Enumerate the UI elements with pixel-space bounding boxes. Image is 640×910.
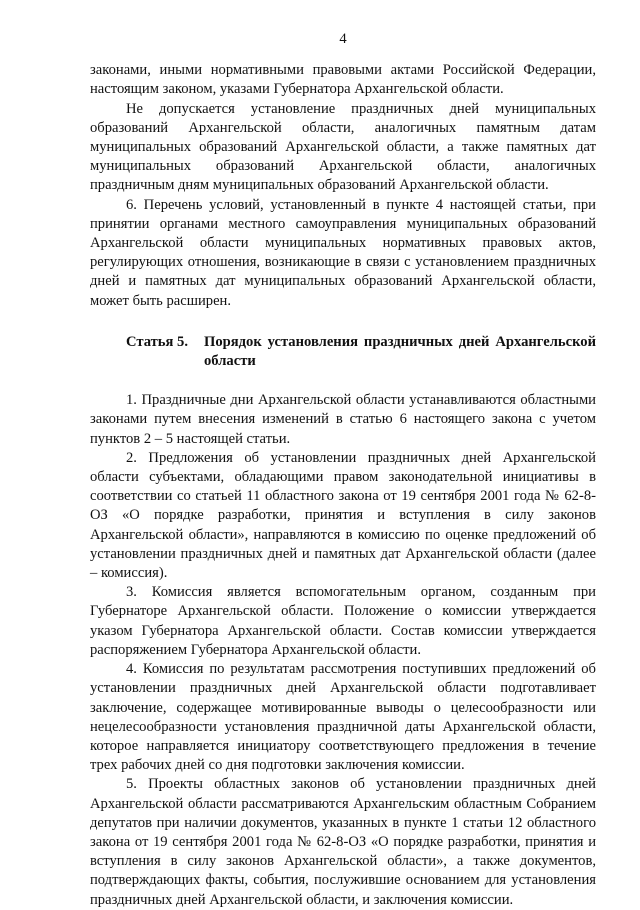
paragraph-article-item-4: 4. Комиссия по результатам рассмотрения поступивших предложений об установлении праздничных дней Архангельской области подготавливает заключение, содержащее мотивированные выводы о целесообразности или нецелесообразности установления праздничной даты Архангельской области, которое направляется инициатору соответствующего предложения в течение трех рабочих дней со дня подготовки заключения комиссии. xyxy=(90,661,596,774)
paragraph-item-6: 6. Перечень условий, установленный в пункте 4 настоящей статьи, при принятии органами местного самоуправления муниципальных образований Архангельской области муниципальных нормативных правовых актов, регулирующих отношения, возникающие в связи с установлением праздничных дней и памятных дат муниципальных образований Архангельской области, может быть расширен. xyxy=(90,196,596,309)
paragraph-article-item-1: 1. Праздничные дни Архангельской области устанавливаются областными законами путем внесения изменений в статью 6 настоящего закона с учетом пунктов 2 – 5 настоящей статьи. xyxy=(90,392,596,447)
article-heading xyxy=(90,333,596,371)
paragraph-continuation: законами, иными нормативными правовыми актами Российской Федерации, настоящим законом, указами Губернатора Архангельской области. xyxy=(90,62,596,98)
paragraph-article-item-2: 2. Предложения об установлении праздничных дней Архангельской области субъектами, обладающими правом законодательной инициативы в соответствии со статьей 11 областного закона от 19 сентября 2001 года № 62-8-ОЗ «О порядке разработки, принятия и вступления в силу законов Архангельской области», направляются в комиссию по оценке предложений об установлении праздничных дней и памятных дат Архангельской области (далее – комиссия). xyxy=(90,449,596,582)
paragraph-prohibition: Не допускается установление праздничных дней муниципальных образований Архангельской области, аналогичных памятным датам муниципальных образований Архангельской области, а также памятных дат муниципальных образований Архангельской области, аналогичных праздничным дням муниципальных образований Архангельской области. xyxy=(90,100,596,194)
paragraph-article-item-3: 3. Комиссия является вспомогательным органом, созданным при Губернаторе Архангельской области. Положение о комиссии утверждается указом Губернатора Архангельской области. Состав комиссии утверждается распоряжением Губернатора Архангельской области. xyxy=(90,584,596,658)
page-number: 4 xyxy=(339,31,347,47)
document-page xyxy=(90,30,596,910)
article-number: Статья 5. xyxy=(126,333,188,350)
paragraph-article-item-5: 5. Проекты областных законов об установлении праздничных дней Архангельской области рассматриваются Архангельским областным Собранием депутатов при наличии документов, указанных в пункте 1 статьи 12 областного закона от 19 сентября 2001 года № 62-8-ОЗ «О порядке разработки, принятия и вступления в силу законов Архангельской области», а также документов, подтверждающих факты, события, послужившие основанием для установления праздничных дней Архангельской области, и заключения комиссии. xyxy=(90,776,596,908)
article-title: Порядок установления праздничных дней Архангельской области xyxy=(204,333,596,370)
